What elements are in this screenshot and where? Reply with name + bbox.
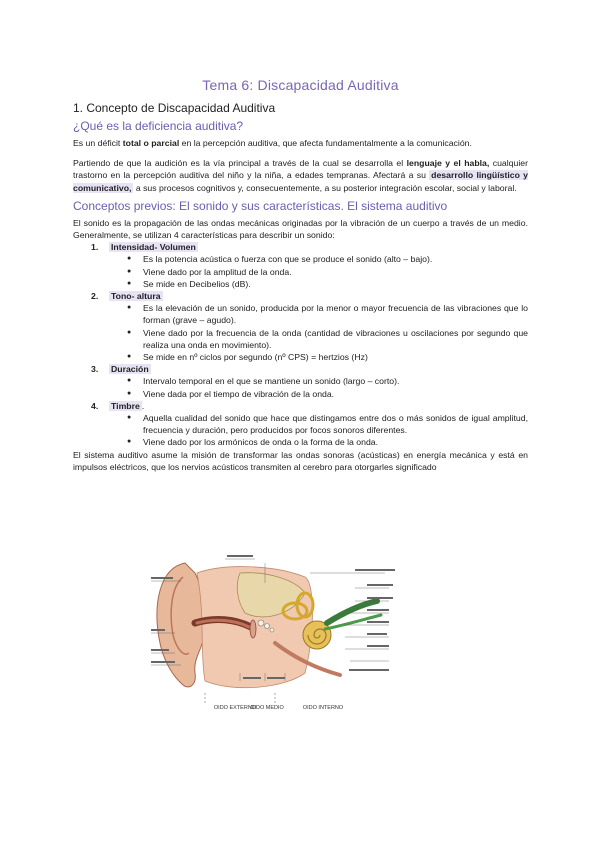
list-item [73, 290, 528, 363]
sub-list [73, 375, 528, 399]
ear-anatomy-illustration [145, 553, 407, 713]
sub-list-item [127, 351, 528, 363]
paragraph-development [73, 157, 528, 194]
section-heading-sound: Conceptos previos: El sonido y sus características. El sistema auditivo [73, 198, 448, 213]
bullet-text: Se mide en nº ciclos por segundo (nº CPS) = hertzios (Hz) [143, 352, 368, 363]
bullet-text: Es la potencia acústica o fuerza con que se produce el sonido (alto – bajo). [143, 254, 433, 265]
bullet-icon: ● [127, 438, 132, 446]
text-run: a sus procesos cognitivos y, consecuentemente, a su posterior integración escolar, social y laboral. [133, 182, 517, 193]
sub-list [73, 412, 528, 449]
list-number: 1. [91, 242, 99, 253]
list-item-heading [73, 241, 528, 253]
text-run: Es un déficit [73, 138, 123, 148]
sub-list-item [127, 278, 528, 290]
ossicle-incus [265, 624, 270, 629]
sub-list-item [127, 253, 528, 265]
label-outer-ear: OIDO EXTERNO [213, 705, 257, 711]
sub-list-item [127, 436, 528, 448]
document-content [73, 76, 528, 473]
bullet-icon: ● [127, 353, 132, 361]
list-number: 3. [91, 364, 99, 375]
bullet-text: Viene dado por la amplitud de la onda. [143, 266, 292, 277]
list-item [73, 241, 528, 290]
page-title: Tema 6: Discapacidad Auditiva [202, 77, 399, 93]
bullet-text: Viene dado por la frecuencia de la onda (cantidad de vibraciones u oscilaciones por segundo que realiza una onda en movimiento). [143, 327, 528, 350]
bullet-icon: ● [127, 414, 132, 422]
bold-run: lenguaje y el habla, [406, 158, 490, 169]
sub-list [73, 302, 528, 363]
sub-list-item [127, 412, 528, 436]
bullet-text: Aquella cualidad del sonido que hace que distingamos entre dos o más sonidos de igual amplitud, frecuencia y duración, pero producidos por focos sonoros diferentes. [143, 413, 528, 436]
list-suffix: . [141, 400, 145, 411]
list-item-heading [73, 290, 528, 302]
list-label: Tono- altura [111, 291, 161, 302]
sub-list-item [127, 388, 528, 400]
sub-list-item [127, 327, 528, 351]
subheading-deficiency: ¿Qué es la deficiencia auditiva? [73, 119, 244, 133]
highlighted-run: desarrollo lingüístico y comunicativo, [73, 170, 528, 193]
bullet-icon: ● [127, 279, 132, 287]
bullet-icon: ● [127, 328, 132, 336]
section-heading-concept: 1. Concepto de Discapacidad Auditiva [73, 101, 276, 115]
paragraph-definition [73, 137, 528, 149]
sub-list-item [127, 302, 528, 326]
bullet-icon: ● [127, 389, 132, 397]
bullet-icon: ● [127, 255, 132, 263]
list-item [73, 363, 528, 400]
bullet-icon: ● [127, 377, 132, 385]
paragraph-auditory-system: El sistema auditivo asume la misión de transformar las ondas sonoras (acústicas) en energía mecánica y está en impulsos eléctricos, que los nervios acústicos transmiten al cerebro para otorgarles significado [73, 449, 528, 472]
list-label: Intensidad- Volumen [111, 242, 196, 253]
bullet-icon: ● [127, 304, 132, 312]
label-inner-ear: OIDO INTERNO [302, 705, 344, 711]
ossicle-malleus [258, 620, 264, 626]
characteristics-list [73, 241, 528, 448]
list-label: Duración [111, 364, 149, 375]
auditory-nerve [327, 601, 377, 623]
text-run: cualquier trastorno en la percepción auditiva del niño y la niña, a edades tempranas. Afectará a su [73, 158, 528, 181]
eardrum [250, 620, 256, 638]
bullet-icon: ● [127, 267, 132, 275]
list-label: Timbre [111, 400, 140, 411]
list-number: 2. [91, 291, 99, 302]
sub-list-item [127, 266, 528, 278]
bold-run: total o parcial [122, 138, 180, 148]
bullet-text: Intervalo temporal en el que se mantiene un sonido (largo – corto). [143, 376, 400, 387]
list-number: 4. [91, 400, 99, 411]
sub-list-item [127, 375, 528, 387]
list-item [73, 400, 528, 449]
bullet-text: Viene dada por el tiempo de vibración de la onda. [143, 388, 335, 399]
sub-list [73, 253, 528, 290]
list-item-heading [73, 363, 528, 375]
text-run: en la percepción auditiva, que afecta fundamentalmente a la comunicación. [179, 138, 472, 148]
text-run: Partiendo de que la audición es la vía principal a través de la cual se desarrolla el [73, 158, 407, 169]
list-item-heading [73, 400, 528, 412]
label-middle-ear: OIDO MEDIO [250, 705, 284, 711]
bullet-text: Es la elevación de un sonido, producida por la menor o mayor frecuencia de las vibraciones que lo forman (grave – agudo). [143, 303, 528, 326]
ossicle-stapes [270, 628, 274, 632]
bullet-text: Se mide en Decibelios (dB). [143, 278, 251, 289]
paragraph-sound-intro: El sonido es la propagación de las ondas mecánicas originadas por la vibración de un cuerpo a través de un medio. Generalmente, se utilizan 4 características para describir un sonido: [73, 217, 528, 241]
bullet-text: Viene dado por los armónicos de onda o la forma de la onda. [143, 437, 379, 448]
